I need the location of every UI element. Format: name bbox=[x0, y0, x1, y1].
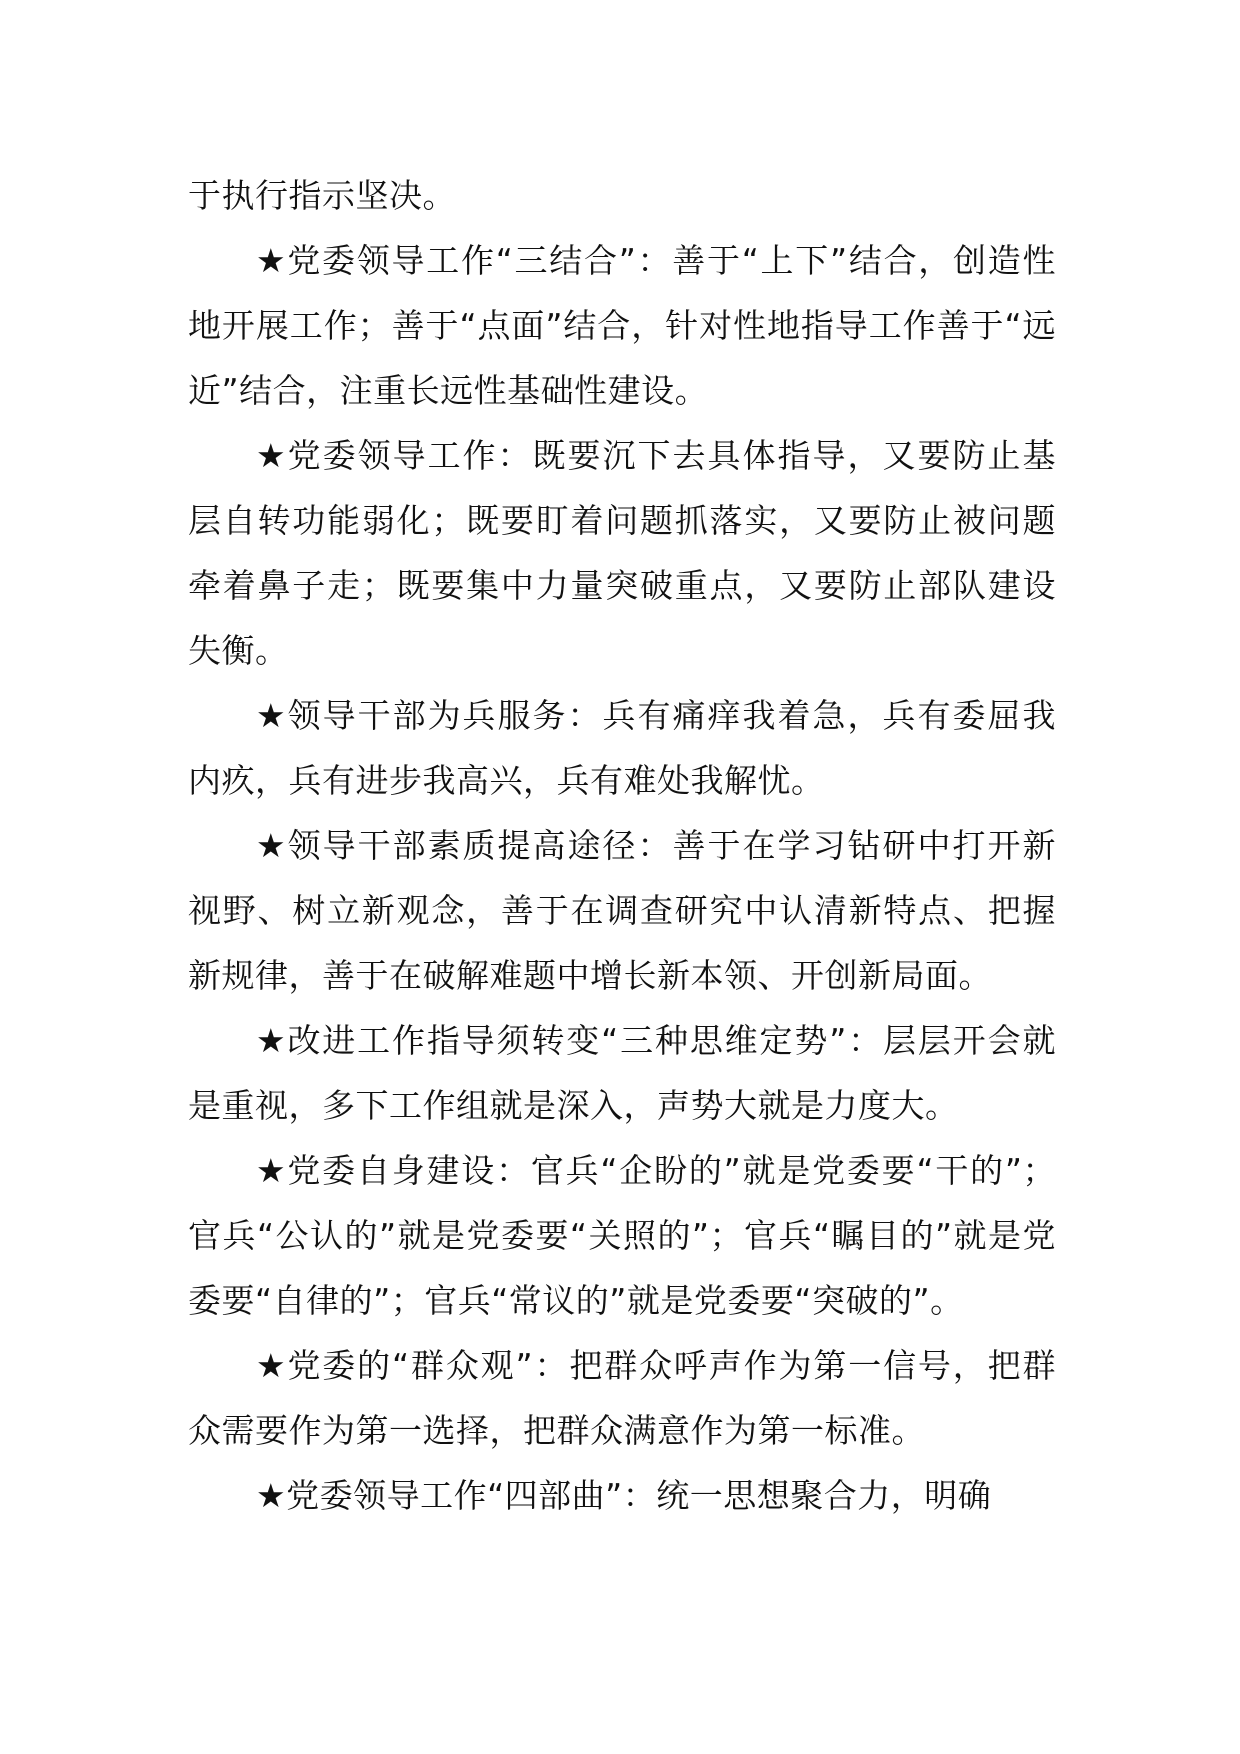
paragraph-mindset-change: ★改进工作指导须转变“三种思维定势”：层层开会就是重视，多下工作组就是深入，声势大就是力度大。 bbox=[188, 1021, 1056, 1125]
paragraph-serve-soldiers: ★领导干部为兵服务：兵有痛痒我着急，兵有委屈我内疚，兵有进步我高兴，兵有难处我解忧。 bbox=[188, 696, 1056, 800]
document-body bbox=[188, 163, 1056, 1528]
paragraph-quality-improvement: ★领导干部素质提高途径：善于在学习钻研中打开新视野、树立新观念，善于在调查研究中认清新特点、把握新规律，善于在破解难题中增长新本领、开创新局面。 bbox=[188, 826, 1056, 995]
paragraph-four-steps: ★党委领导工作“四部曲”：统一思想聚合力，明确 bbox=[256, 1476, 992, 1515]
paragraph-continuation: 于执行指示坚决。 bbox=[188, 176, 456, 215]
paragraph-three-combinations: ★党委领导工作“三结合”：善于“上下”结合，创造性地开展工作；善于“点面”结合，针对性地指导工作善于“远近”结合，注重长远性基础性建设。 bbox=[188, 241, 1056, 410]
paragraph-mass-view: ★党委的“群众观”：把群众呼声作为第一信号，把群众需要作为第一选择，把群众满意作为第一标准。 bbox=[188, 1346, 1056, 1450]
paragraph-leadership-balance: ★党委领导工作：既要沉下去具体指导，又要防止基层自转功能弱化；既要盯着问题抓落实，又要防止被问题牵着鼻子走；既要集中力量突破重点，又要防止部队建设失衡。 bbox=[188, 436, 1056, 670]
paragraph-self-building: ★党委自身建设：官兵“企盼的”就是党委要“干的”；官兵“公认的”就是党委要“关照的”；官兵“瞩目的”就是党委要“自律的”；官兵“常议的”就是党委要“突破的”。 bbox=[188, 1151, 1056, 1320]
